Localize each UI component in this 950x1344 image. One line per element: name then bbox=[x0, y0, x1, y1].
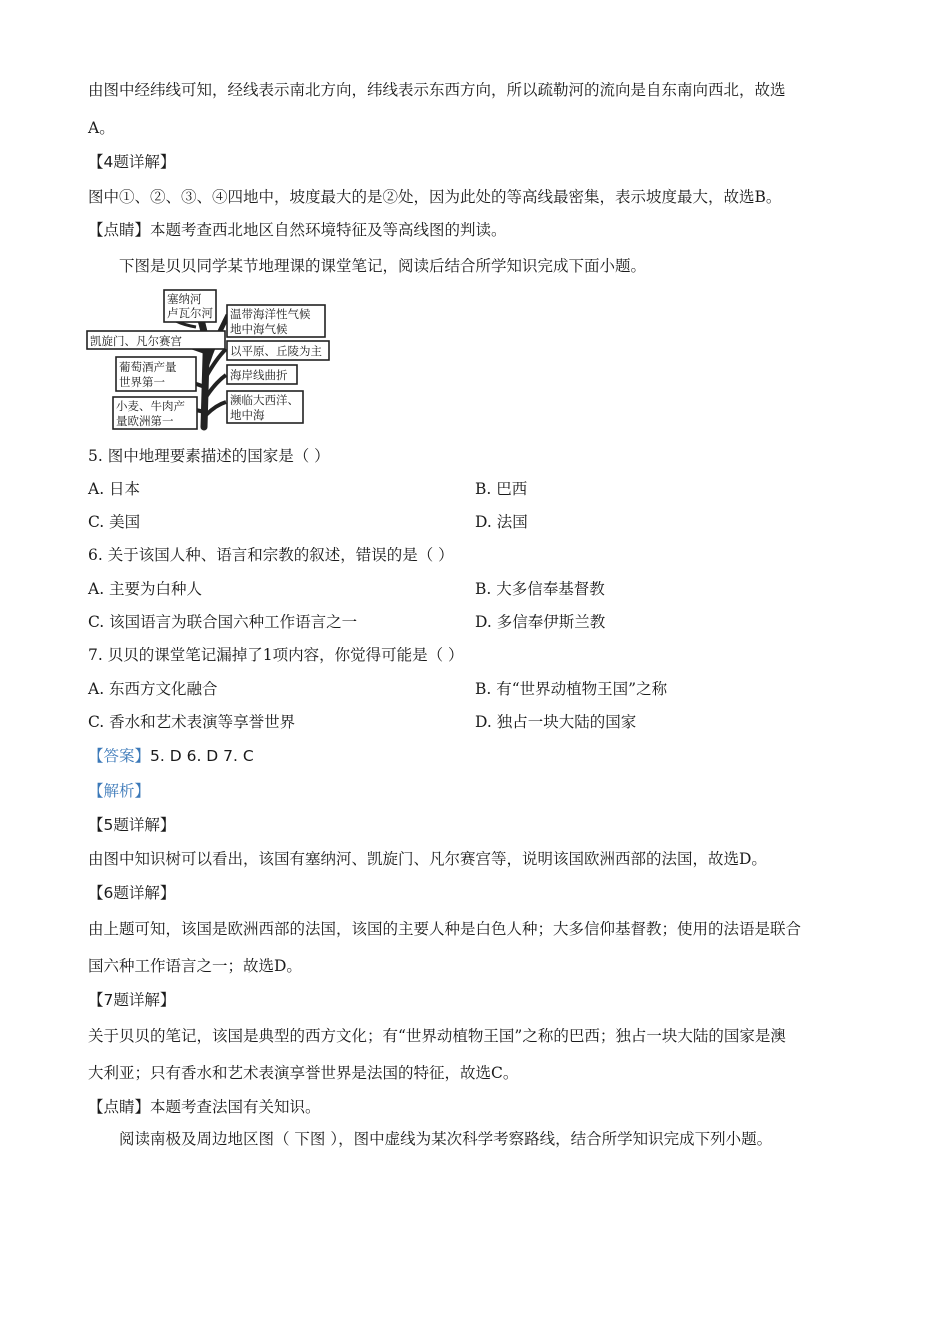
tree-label: 葡萄酒产量 bbox=[119, 360, 177, 374]
tree-label: 塞纳河 bbox=[167, 292, 202, 306]
section-heading: 【5题详解】 bbox=[88, 816, 176, 834]
paragraph-line: 由图中经纬线可知，经线表示南北方向，纬线表示东西方向，所以疏勒河的流向是自东南向西北，故选 bbox=[88, 81, 786, 99]
question-stem: 5. 图中地理要素描述的国家是（ ） bbox=[88, 447, 330, 465]
option-a: A. 主要为白种人 bbox=[88, 580, 203, 598]
question-stem: 7. 贝贝的课堂笔记漏掉了1项内容，你觉得可能是（ ） bbox=[88, 646, 464, 664]
option-a: A. 东西方文化融合 bbox=[88, 680, 218, 698]
option-c: C. 美国 bbox=[88, 513, 141, 531]
question-intro: 下图是贝贝同学某节地理课的课堂笔记，阅读后结合所学知识完成下面小题。 bbox=[119, 257, 647, 275]
paragraph-line: 大利亚；只有香水和艺术表演享誉世界是法国的特征，故选C。 bbox=[88, 1064, 519, 1082]
option-b: B. 大多信奉基督教 bbox=[475, 580, 605, 598]
knowledge-tree-figure bbox=[86, 287, 336, 435]
analysis-label: 【解析】 bbox=[88, 782, 151, 800]
section-heading: 【6题详解】 bbox=[88, 884, 176, 902]
paragraph-line: 图中①、②、③、④四地中，坡度最大的是②处，因为此处的等高线最密集，表示坡度最大，故选B。 bbox=[88, 188, 782, 206]
tree-label: 量欧洲第一 bbox=[116, 414, 174, 428]
option-d: D. 法国 bbox=[475, 513, 528, 531]
answer-text: 5. D 6. D 7. C bbox=[150, 747, 254, 765]
knowledge-tree-svg bbox=[86, 287, 336, 435]
option-b: B. 巴西 bbox=[475, 480, 528, 498]
tree-label: 凯旋门、凡尔赛宫 bbox=[90, 334, 182, 348]
paragraph-line: 由图中知识树可以看出，该国有塞纳河、凯旋门、凡尔赛宫等，说明该国欧洲西部的法国，故选D。 bbox=[88, 850, 767, 868]
tree-label: 小麦、牛肉产 bbox=[116, 399, 185, 413]
dianjing-note: 【点睛】本题考查西北地区自然环境特征及等高线图的判读。 bbox=[88, 221, 507, 239]
tree-label: 世界第一 bbox=[119, 375, 165, 389]
option-a: A. 日本 bbox=[88, 480, 141, 498]
section-heading: 【7题详解】 bbox=[88, 991, 176, 1009]
tree-label: 以平原、丘陵为主 bbox=[230, 344, 322, 358]
tree-label: 卢瓦尔河 bbox=[167, 306, 213, 320]
tree-label: 温带海洋性气候 bbox=[230, 307, 311, 321]
option-d: D. 多信奉伊斯兰教 bbox=[475, 613, 606, 631]
tree-label: 地中海 bbox=[230, 408, 265, 422]
question-stem: 6. 关于该国人种、语言和宗教的叙述，错误的是（ ） bbox=[88, 546, 454, 564]
option-c: C. 香水和艺术表演等享誉世界 bbox=[88, 713, 296, 731]
option-c: C. 该国语言为联合国六种工作语言之一 bbox=[88, 613, 358, 631]
option-d: D. 独占一块大陆的国家 bbox=[475, 713, 637, 731]
dianjing-note: 【点睛】本题考查法国有关知识。 bbox=[88, 1098, 321, 1116]
answer-line bbox=[88, 746, 254, 766]
paragraph-line: 由上题可知，该国是欧洲西部的法国，该国的主要人种是白色人种；大多信仰基督教；使用的法语是联合 bbox=[88, 920, 802, 938]
section-heading: 【4题详解】 bbox=[88, 153, 176, 171]
answer-label: 【答案】 bbox=[88, 747, 151, 765]
question-intro: 阅读南极及周边地区图（ 下图 ），图中虚线为某次科学考察路线，结合所学知识完成下列小题。 bbox=[119, 1130, 773, 1148]
tree-label: 地中海气候 bbox=[230, 322, 288, 336]
tree-label: 濒临大西洋、 bbox=[230, 393, 299, 407]
option-b: B. 有“世界动植物王国”之称 bbox=[475, 680, 668, 698]
paragraph-line: A。 bbox=[88, 119, 115, 137]
paragraph-line: 国六种工作语言之一；故选D。 bbox=[88, 957, 302, 975]
paragraph-line: 关于贝贝的笔记，该国是典型的西方文化；有“世界动植物王国”之称的巴西；独占一块大陆的国家是澳 bbox=[88, 1027, 786, 1045]
tree-label: 海岸线曲折 bbox=[230, 368, 288, 382]
